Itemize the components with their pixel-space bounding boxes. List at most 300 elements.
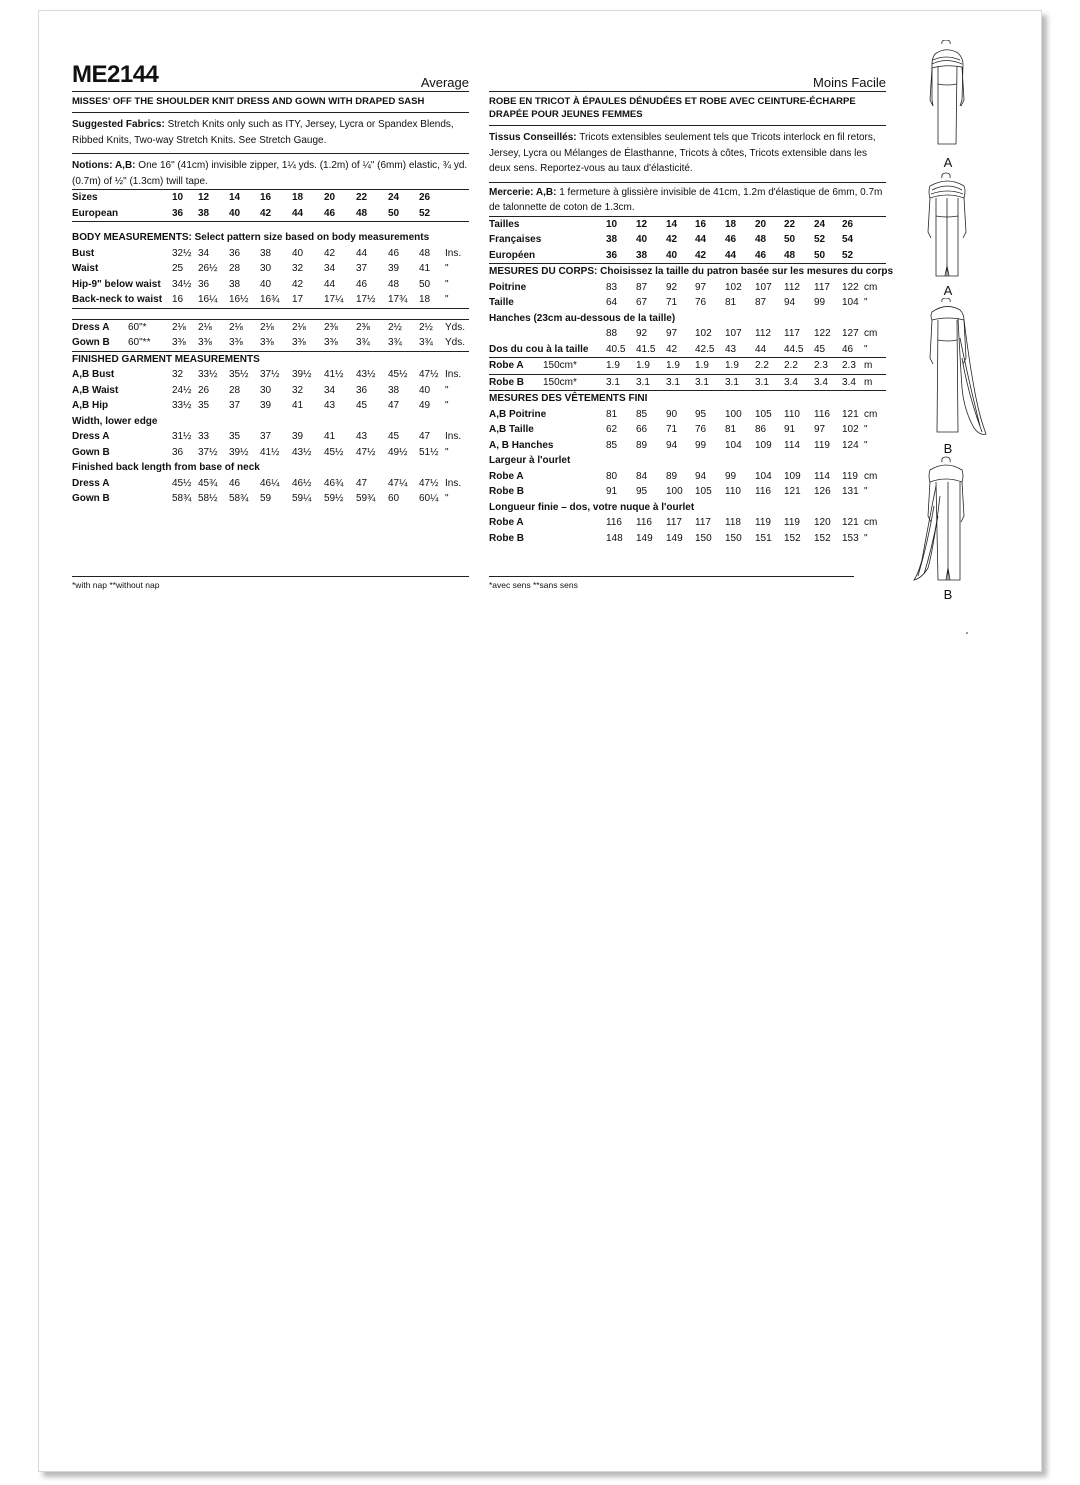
table-cell: 3.1 — [695, 374, 725, 391]
table-cell: 2½ — [388, 319, 419, 335]
table-cell: 38 — [229, 278, 241, 290]
table-cell: 42 — [666, 234, 678, 245]
table-row — [72, 261, 469, 277]
table-cell: 36 — [172, 206, 198, 222]
table-cell: 59 — [260, 493, 272, 504]
table-cell: 2.3 — [842, 358, 864, 375]
table-cell: 151 — [755, 532, 772, 544]
table-cell: 16 — [695, 216, 725, 232]
section-heading: Hanches (23cm au-dessous de la taille) — [489, 312, 676, 324]
table-cell: 1.9 — [725, 358, 755, 375]
row-label: Dress A — [72, 321, 110, 333]
table-cell: 47 — [419, 431, 431, 442]
table-cell: 99 — [725, 470, 737, 482]
table-cell: 46½ — [292, 477, 312, 489]
row-label: Gown B — [72, 493, 110, 504]
table-cell: 59¾ — [356, 493, 376, 504]
french-header — [489, 67, 886, 92]
row-label: Hip-9" below waist — [72, 278, 161, 290]
table-cell: 107 — [725, 328, 742, 339]
table-cell: " — [445, 278, 449, 290]
fabrics-label: Suggested Fabrics: — [72, 119, 165, 130]
table-cell: 150 — [725, 532, 742, 544]
table-cell: 16¼ — [198, 292, 229, 308]
table-cell: 45 — [814, 342, 842, 358]
row-label: Robe B — [489, 486, 524, 497]
table-cell: 86 — [755, 424, 767, 435]
table-cell: 37 — [356, 263, 368, 274]
table-cell: 17 — [292, 292, 324, 308]
table-row — [489, 311, 886, 327]
table-cell: 20 — [755, 216, 784, 232]
table-cell: 38 — [636, 248, 666, 264]
table-cell: 48 — [419, 247, 431, 259]
table-cell: 26 — [419, 190, 445, 206]
table-cell: 122 — [842, 281, 859, 293]
table-cell: 50 — [419, 278, 431, 290]
table-cell: 48 — [755, 234, 767, 245]
table-cell: 90 — [666, 408, 678, 420]
french-column — [489, 67, 894, 546]
section-heading: FINISHED GARMENT MEASUREMENTS — [72, 353, 260, 365]
table-cell: 1.9 — [606, 358, 636, 375]
pattern-number: ME2144 — [72, 61, 159, 88]
table-cell: 52 — [814, 234, 826, 245]
table-cell: 46 — [755, 248, 784, 264]
table-cell: 35 — [229, 431, 241, 442]
difficulty-level: Average — [420, 74, 469, 90]
table-cell: 85 — [636, 408, 648, 420]
sketch-label: A — [943, 155, 953, 170]
table-cell: 42 — [695, 248, 725, 264]
table-cell: 59¼ — [292, 493, 312, 504]
section-heading: Width, lower edge — [72, 415, 158, 427]
table-row — [489, 469, 886, 485]
table-cell: 153 — [842, 532, 859, 544]
fabrics-label-fr: Tissus Conseillés: — [489, 132, 577, 143]
table-cell: 47 — [388, 400, 400, 411]
table-cell: " — [864, 424, 868, 435]
table-cell: 48 — [784, 248, 814, 264]
table-row — [489, 438, 886, 454]
table-cell: Ins. — [445, 477, 462, 489]
table-cell: 50 — [388, 206, 419, 222]
table-cell: 110 — [725, 486, 741, 497]
row-label: Tailles — [489, 216, 606, 232]
table-cell: 30 — [260, 384, 272, 396]
pattern-title-fr: ROBE EN TRICOT À ÉPAULES DÉNUDÉES ET ROBE AVEC CEINTURE-ÉCHARPE DRAPÉE POUR JEUNES FEMMES — [489, 92, 886, 126]
table-row — [72, 335, 469, 351]
table-cell: 116 — [814, 408, 830, 420]
table-cell: 99 — [695, 439, 707, 451]
row-label: Gown B — [72, 446, 110, 458]
table-cell: 54 — [842, 234, 854, 245]
table-cell: 46¼ — [260, 477, 280, 489]
table-cell: 38 — [606, 234, 618, 245]
table-cell: 3⅜ — [229, 335, 260, 351]
table-cell: 58¾ — [172, 493, 192, 504]
table-cell: Yds. — [445, 319, 469, 335]
table-row — [72, 190, 469, 206]
table-cell: 42.5 — [695, 342, 725, 358]
table-cell: cm — [864, 408, 878, 420]
table-cell: 46 — [842, 342, 864, 358]
gown-b-front-icon — [908, 298, 988, 438]
table-cell: 2⅛ — [260, 319, 292, 335]
table-cell: 12 — [636, 216, 666, 232]
table-cell: 81 — [606, 408, 618, 420]
table-cell: 100 — [725, 408, 742, 420]
row-label: Poitrine — [489, 281, 527, 293]
table-cell: 3¾ — [356, 335, 388, 351]
row-label: Robe A — [489, 470, 524, 482]
table-cell: 91 — [784, 424, 796, 435]
table-cell: 109 — [755, 439, 772, 451]
table-row — [489, 374, 886, 391]
table-cell: 95 — [695, 408, 707, 420]
section-heading: BODY MEASUREMENTS: Select pattern size based on body measurements — [72, 232, 430, 243]
sketch-front-b — [908, 298, 988, 456]
table-row — [72, 429, 469, 445]
row-label: A,B Bust — [72, 369, 115, 380]
table-cell: cm — [864, 470, 878, 482]
table-cell: 34 — [324, 384, 336, 396]
table-cell: 3.4 — [842, 374, 864, 391]
table-cell: 20 — [324, 190, 356, 206]
table-cell: cm — [864, 517, 878, 528]
notions-text: One 16" (41cm) invisible zipper, 1¼ yds. (1.2m) of ¼" (6mm) elastic, ¾ yd. (0.7m) of ½" (1.3cm) twill tape. — [72, 160, 468, 187]
notions-text-fr: 1 fermeture à glissière invisible de 41cm, 1.2m d'élastique de 6mm, 0.7m de talonnette de coton de 1.3cm. — [489, 186, 883, 213]
table-row — [489, 358, 886, 375]
table-cell: 49½ — [388, 446, 408, 458]
table-cell: 1.9 — [636, 358, 666, 375]
table-cell: 30 — [260, 263, 272, 274]
table-cell: 45½ — [388, 369, 408, 380]
table-cell: 38 — [388, 384, 400, 396]
table-cell: 17¾ — [388, 292, 419, 308]
table-row — [489, 342, 886, 358]
table-cell: 17½ — [356, 292, 388, 308]
sketch-back-a — [908, 170, 988, 298]
fabric-width: 150cm* — [543, 376, 577, 388]
table-cell: 39 — [388, 263, 400, 274]
table-row — [72, 319, 469, 335]
table-cell: 104 — [725, 439, 742, 451]
row-label: A,B Waist — [72, 384, 119, 396]
table-row — [72, 383, 469, 399]
table-cell: 124 — [842, 439, 859, 451]
table-row — [489, 484, 886, 500]
table-cell: 66 — [636, 424, 648, 435]
table-cell: 48 — [388, 278, 400, 290]
notions — [72, 154, 469, 189]
table-cell: 35½ — [229, 369, 249, 380]
table-cell: 43 — [356, 431, 368, 442]
table-row — [489, 326, 886, 342]
table-cell: 16 — [260, 190, 292, 206]
table-cell: 44.5 — [784, 342, 814, 358]
table-cell: 32 — [292, 263, 304, 274]
table-cell: 60 — [388, 493, 400, 504]
row-label: Dos du cou à la taille — [489, 342, 606, 358]
table-cell: 114 — [814, 470, 830, 482]
table-cell: cm — [864, 281, 878, 293]
table-cell: 60¼ — [419, 493, 439, 504]
table-row — [72, 308, 469, 319]
table-cell: 39½ — [229, 446, 249, 458]
table-row — [489, 280, 886, 296]
table-cell: 50 — [814, 248, 842, 264]
table-cell: 95 — [636, 486, 648, 497]
table-cell: 36 — [172, 446, 184, 458]
gown-b-back-icon — [908, 456, 988, 584]
table-cell: 26½ — [198, 263, 218, 274]
table-cell: 32 — [172, 369, 184, 380]
table-cell: 2⅛ — [172, 319, 198, 335]
table-cell: 87 — [755, 297, 767, 308]
table-cell: 148 — [606, 532, 623, 544]
table-cell: 36 — [198, 278, 210, 290]
row-label: A,B Poitrine — [489, 408, 547, 420]
english-column — [72, 61, 469, 507]
table-cell: 46 — [229, 477, 241, 489]
fabrics-text-fr: Tricots extensibles seulement tels que Tricots interlock en fil retors, Jersey, Lycra ou Mélanges de Élasthanne, Tricots à côtes, Tricots extensible dans les deux sens. Reportez-vous au taux d'élasticité. — [489, 132, 876, 174]
table-row — [72, 246, 469, 262]
section-heading: Longueur finie – dos, votre nuque à l'ourlet — [489, 501, 695, 513]
row-label: Françaises — [489, 234, 542, 245]
table-cell: 40 — [636, 234, 648, 245]
table-cell: 33½ — [198, 369, 218, 380]
table-cell: 107 — [755, 281, 772, 293]
measurement-table-fr — [489, 216, 894, 547]
table-cell: " — [864, 532, 868, 544]
table-cell: 39½ — [292, 369, 312, 380]
table-cell: 41 — [292, 400, 304, 411]
table-cell: 16 — [172, 292, 198, 308]
garment-sketches — [908, 40, 988, 602]
fabric-width: 60"** — [128, 337, 151, 348]
table-cell: 76 — [695, 297, 707, 308]
table-cell: " — [445, 263, 449, 274]
table-cell: 39 — [292, 431, 304, 442]
table-row — [489, 295, 886, 311]
table-cell: 118 — [725, 517, 741, 528]
table-cell: 121 — [784, 486, 801, 497]
row-label: Gown B — [72, 337, 110, 348]
table-cell: 32 — [292, 384, 304, 396]
fabric-width: 150cm* — [543, 360, 577, 371]
table-cell: 3⅜ — [324, 335, 356, 351]
table-row — [72, 476, 469, 492]
table-cell: 2⅛ — [198, 319, 229, 335]
table-cell: 18 — [419, 292, 445, 308]
table-cell: 45¾ — [198, 477, 218, 489]
table-cell: 44 — [695, 234, 707, 245]
row-label — [72, 335, 172, 351]
table-cell: 104 — [755, 470, 772, 482]
row-label: Robe A — [489, 517, 524, 528]
table-cell: 41.5 — [636, 342, 666, 358]
table-cell: 3⅜ — [260, 335, 292, 351]
table-cell: 45½ — [324, 446, 344, 458]
table-cell: 36 — [606, 248, 636, 264]
table-cell: 46 — [725, 234, 737, 245]
table-cell: 36 — [356, 384, 368, 396]
row-label: Back-neck to waist — [72, 292, 172, 308]
row-label: Européen — [489, 248, 606, 264]
table-cell: 58¾ — [229, 493, 249, 504]
table-cell: 119 — [842, 470, 858, 482]
table-cell: 40 — [666, 248, 695, 264]
table-cell: 3¾ — [388, 335, 419, 351]
table-cell: 89 — [636, 439, 648, 451]
dress-a-front-icon — [908, 40, 988, 152]
table-cell: 41 — [324, 431, 336, 442]
table-cell: 2⅛ — [229, 319, 260, 335]
table-cell: 46 — [388, 247, 400, 259]
table-cell: 12 — [198, 190, 229, 206]
table-row — [489, 453, 886, 469]
row-label: Dress A — [72, 431, 110, 442]
table-cell: 3.1 — [725, 374, 755, 391]
table-row — [72, 460, 469, 476]
table-cell: 14 — [666, 216, 695, 232]
row-label: Dress A — [72, 477, 110, 489]
table-cell: 149 — [666, 532, 683, 544]
table-row — [489, 264, 886, 280]
row-label: Robe A — [489, 360, 524, 371]
table-cell: 112 — [755, 328, 771, 339]
english-header — [72, 61, 469, 92]
table-cell: 3.4 — [784, 374, 814, 391]
row-label: Sizes — [72, 190, 172, 206]
table-cell: 3.1 — [606, 374, 636, 391]
table-cell: 48 — [356, 206, 388, 222]
table-cell: 22 — [356, 190, 388, 206]
table-row — [72, 351, 469, 367]
table-cell: 3.1 — [666, 374, 695, 391]
table-cell: 100 — [666, 486, 683, 497]
table-cell: 52 — [419, 206, 445, 222]
table-cell: 43 — [324, 400, 336, 411]
table-cell: 94 — [695, 470, 707, 482]
table-cell: 34 — [198, 247, 210, 259]
sketch-back-b — [908, 456, 988, 602]
table-row — [72, 230, 469, 246]
row-label: Taille — [489, 297, 514, 308]
table-cell: 44 — [755, 342, 784, 358]
table-cell: 112 — [784, 281, 800, 293]
table-cell: 38 — [260, 247, 272, 259]
row-label: Waist — [72, 263, 99, 274]
table-cell: 24 — [388, 190, 419, 206]
table-cell: 105 — [695, 486, 712, 497]
table-cell: 1.9 — [695, 358, 725, 375]
table-cell: 2½ — [419, 319, 445, 335]
row-label: European — [72, 206, 172, 222]
table-cell: 88 — [606, 328, 618, 339]
table-cell: 46¾ — [324, 477, 344, 489]
table-cell: 41½ — [324, 369, 344, 380]
notions-fr — [489, 183, 886, 216]
table-cell: " — [445, 292, 469, 308]
table-cell: 116 — [636, 517, 652, 528]
table-cell: " — [864, 486, 868, 497]
table-cell: " — [864, 342, 886, 358]
table-cell: 94 — [666, 439, 678, 451]
table-cell: 46 — [356, 278, 368, 290]
table-row — [72, 292, 469, 308]
table-cell: 45 — [356, 400, 368, 411]
table-cell: 37 — [260, 431, 272, 442]
table-cell: 3.1 — [636, 374, 666, 391]
sketch-label: B — [943, 587, 953, 602]
table-cell: 117 — [666, 517, 682, 528]
table-row — [72, 206, 469, 222]
table-cell: 44 — [725, 248, 755, 264]
table-cell: Ins. — [445, 431, 462, 442]
table-cell: 45½ — [172, 477, 192, 489]
table-cell: 119 — [784, 517, 800, 528]
table-cell: 71 — [666, 424, 678, 435]
table-cell: 58½ — [198, 493, 218, 504]
table-cell: Yds. — [445, 335, 469, 351]
table-cell: 51½ — [419, 446, 439, 458]
table-cell: 40 — [260, 278, 272, 290]
table-row — [489, 531, 886, 547]
table-cell: 40 — [419, 384, 431, 396]
table-cell: 3⅜ — [292, 335, 324, 351]
table-cell: 2.2 — [755, 358, 784, 375]
table-row — [489, 500, 886, 516]
table-cell: 33 — [198, 431, 210, 442]
fabrics-text: Stretch Knits only such as ITY, Jersey, Lycra or Spandex Blends, Ribbed Knits, Two-way Stretch Knits. See Stretch Gauge. — [72, 119, 454, 146]
table-cell: 24 — [814, 216, 842, 232]
sketch-label: A — [943, 283, 953, 298]
table-cell: 41½ — [260, 446, 280, 458]
table-cell: 40.5 — [606, 342, 636, 358]
table-cell — [489, 326, 606, 342]
table-cell: 36 — [229, 247, 241, 259]
table-cell: 44 — [292, 206, 324, 222]
table-cell: 37½ — [260, 369, 280, 380]
table-cell: 81 — [725, 297, 737, 308]
table-cell: 105 — [755, 408, 772, 420]
table-cell: 97 — [814, 424, 826, 435]
table-cell: " — [864, 297, 868, 308]
table-cell: 16½ — [229, 292, 260, 308]
row-label: A, B Hanches — [489, 439, 554, 451]
row-label: Robe B — [489, 376, 524, 388]
table-cell: 44 — [324, 278, 336, 290]
table-cell: 41 — [419, 263, 431, 274]
table-cell: 152 — [814, 532, 831, 544]
table-cell: 89 — [666, 470, 678, 482]
table-cell: 117 — [784, 328, 800, 339]
table-cell: 102 — [725, 281, 742, 293]
table-cell: 81 — [725, 424, 737, 435]
table-cell: 110 — [784, 408, 800, 420]
section-heading: MESURES DES VÊTEMENTS FINI — [489, 393, 648, 404]
table-cell: 42 — [260, 206, 292, 222]
table-cell: 99 — [814, 297, 826, 308]
table-cell: 24½ — [172, 384, 192, 396]
table-cell: 149 — [636, 532, 653, 544]
row-label — [489, 358, 606, 375]
table-cell: 127 — [842, 328, 859, 339]
difficulty-level-fr: Moins Facile — [813, 74, 886, 90]
table-cell: 71 — [666, 297, 678, 308]
